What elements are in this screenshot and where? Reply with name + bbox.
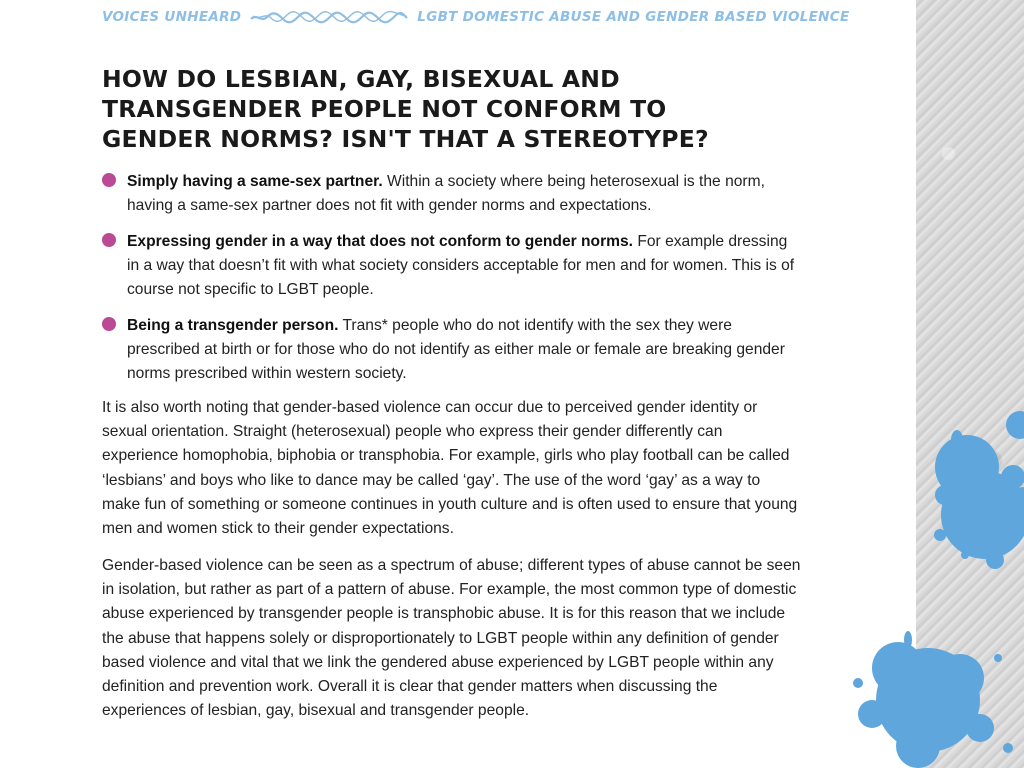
paint-splat-icon <box>925 395 1024 585</box>
bullet-bold-lead: Simply having a same-sex partner. <box>127 173 383 190</box>
bullet-text <box>127 170 797 218</box>
title-line-2: TRANSGENDER PEOPLE NOT CONFORM TO <box>102 95 667 123</box>
bullet-item <box>100 314 800 386</box>
running-header <box>102 6 850 28</box>
bullet-list <box>100 170 800 398</box>
page-title <box>102 64 802 154</box>
title-line-3: GENDER NORMS? ISN'T THAT A STEREOTYPE? <box>102 125 709 153</box>
title-line-1: HOW DO LESBIAN, GAY, BISEXUAL AND <box>102 65 620 93</box>
bullet-bold-lead: Expressing gender in a way that does not conform to gender norms. <box>127 233 634 250</box>
bullet-body: Trans* people who do not identify with the sex they were prescribed at birth or for those who do not identify as either male or female are breaking gender norms prescribed within western society. <box>127 317 785 382</box>
bullet-bold-lead: Being a transgender person. <box>127 317 339 334</box>
bullet-item <box>100 170 800 218</box>
paint-splat-icon <box>848 628 1024 768</box>
header-left-text: VOICES UNHEARD <box>102 9 242 25</box>
header-right-text: LGBT DOMESTIC ABUSE AND GENDER BASED VIOLENCE <box>417 9 850 25</box>
bullet-body: Within a society where being heterosexual is the norm, having a same-sex partner does not fit with gender norms and expectations. <box>127 173 765 214</box>
bullet-dot-icon <box>102 233 116 247</box>
body-paragraph-1: It is also worth noting that gender-based violence can occur due to perceived gender identity or sexual orientation. Straight (heterosexual) people who express their gender differently can experience homophobia, biphobia or transphobia. For example, girls who play football can be called ‘lesbians’ and boys who like to dance may be called ‘gay’. The use of the word ‘gay’ as a way to make fun of something or someone continues in youth culture and is often used to ensure that young men and women stick to their gender expectations. <box>102 399 798 538</box>
bullet-dot-icon <box>102 317 116 331</box>
bullet-dot-icon <box>102 173 116 187</box>
bullet-text <box>127 230 797 302</box>
bullet-body: For example dressing in a way that doesn’t fit with what society considers acceptable for men and for women. This is of course not specific to LGBT people. <box>127 233 795 298</box>
bullet-item <box>100 230 800 302</box>
squiggle-divider-icon <box>249 10 409 24</box>
body-paragraph-2: Gender-based violence can be seen as a spectrum of abuse; different types of abuse cannot be seen in isolation, but rather as part of a pattern of abuse. For example, the most common type of domestic abuse experienced by transgender people is transphobic abuse. It is for this reason that we include the abuse that happens solely or disproportionately to LGBT people within any definition of gender based violence and vital that we link the gendered abuse experienced by LGBT people within any definition and prevention work. Overall it is clear that gender matters when discussing the experiences of lesbian, gay, bisexual and transgender people. <box>102 557 801 720</box>
bullet-text <box>127 314 797 386</box>
